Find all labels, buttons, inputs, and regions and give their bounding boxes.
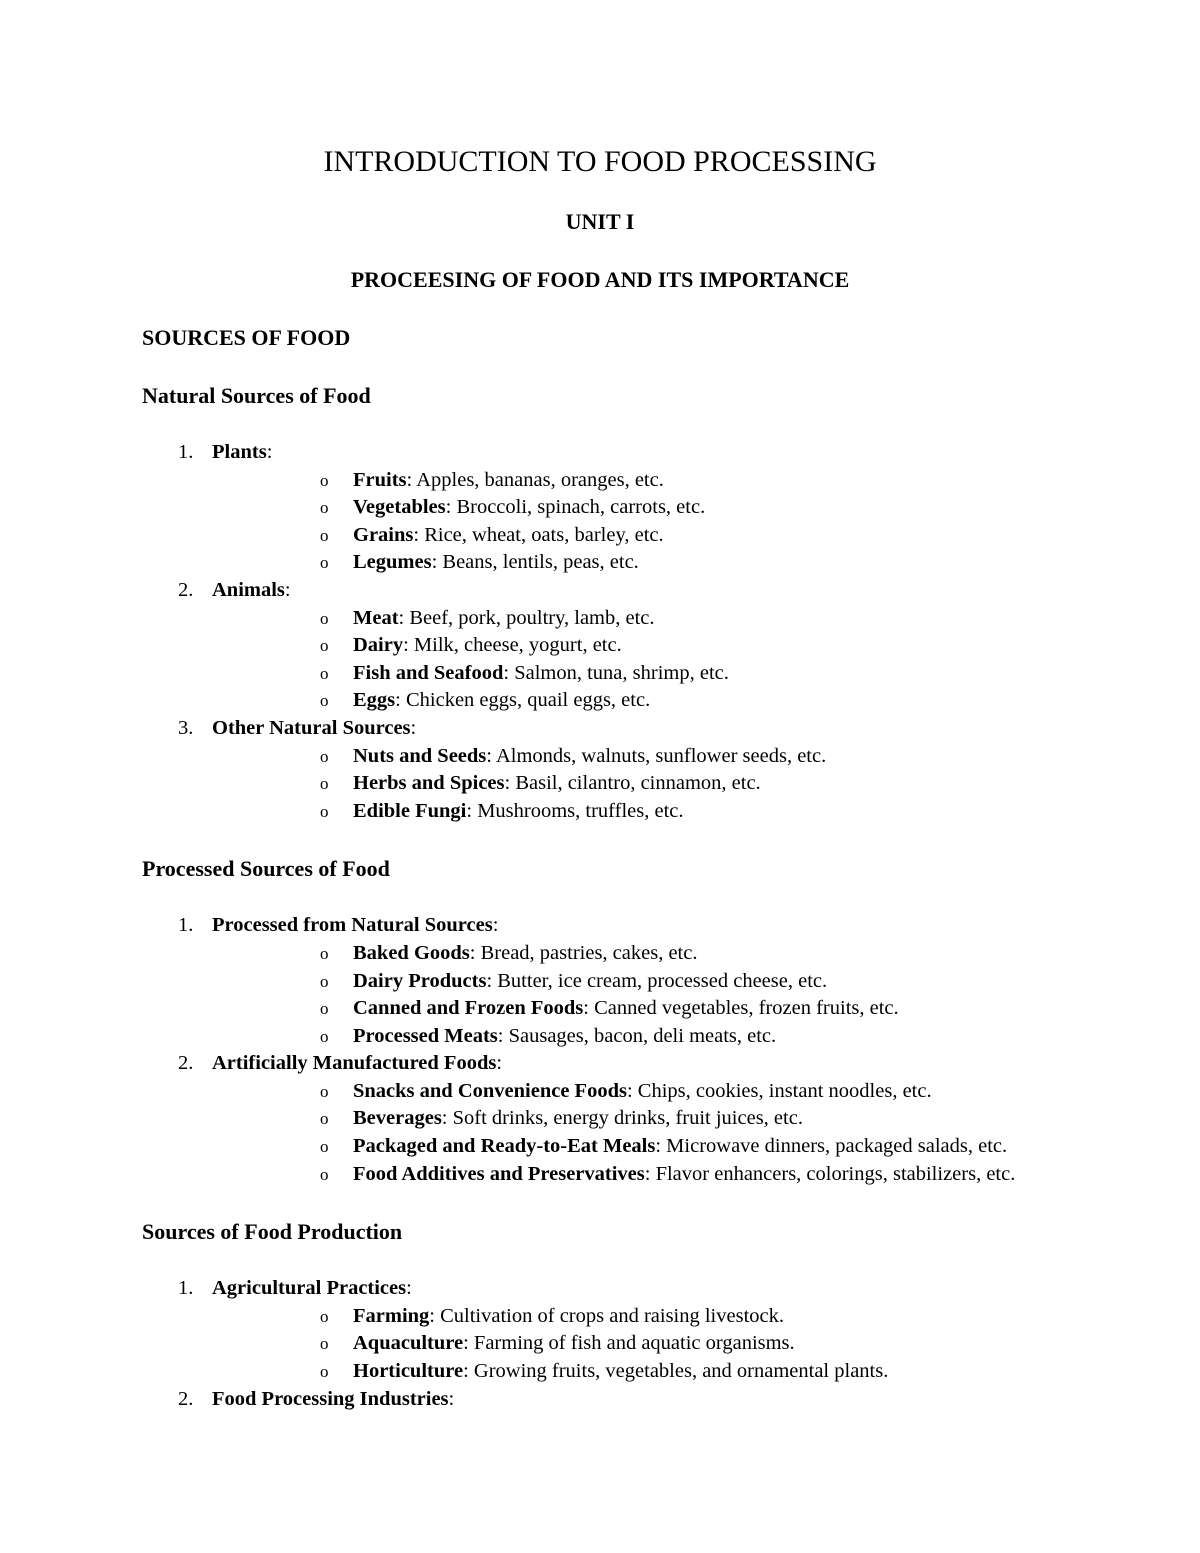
bullet-text: : Broccoli, spinach, carrots, etc.: [445, 496, 706, 519]
bullet-text: : Butter, ice cream, processed cheese, etc.: [486, 969, 828, 992]
bullet-term: Aquaculture: [353, 1332, 464, 1355]
section: [142, 1203, 1142, 1413]
bullet-icon: o: [320, 1334, 329, 1354]
item-colon: :: [266, 441, 273, 463]
bullet-icon: o: [320, 691, 329, 711]
item-label: Agricultural Practices: [212, 1277, 407, 1300]
bullet-item: [212, 660, 1142, 688]
bullet-text: : Beans, lentils, peas, etc.: [431, 551, 639, 574]
bullet-term: Baked Goods: [353, 941, 470, 964]
bullet-term: Processed Meats: [353, 1024, 498, 1047]
bullet-term: Grains: [353, 523, 414, 546]
item-colon: :: [496, 1052, 503, 1075]
sections-container: [142, 367, 1142, 1413]
bullet-item: [212, 1023, 1142, 1051]
bullet-item: [212, 687, 1142, 715]
numbered-list: [142, 425, 1142, 825]
item-number: 2.: [178, 1387, 194, 1410]
bullet-icon: o: [320, 801, 329, 821]
bullet-text: : Apples, bananas, oranges, etc.: [406, 468, 664, 491]
bullet-text: : Almonds, walnuts, sunflower seeds, etc.: [486, 744, 827, 767]
bullet-icon: o: [320, 498, 329, 518]
bullet-text: : Canned vegetables, frozen fruits, etc.: [583, 997, 899, 1020]
item-number: 2.: [178, 578, 194, 601]
bullet-item: [212, 549, 1142, 577]
bullet-text: : Growing fruits, vegetables, and ornamental plants.: [463, 1360, 889, 1383]
bullet-list: [212, 940, 1142, 1050]
item-label: Processed from Natural Sources: [212, 914, 493, 937]
bullet-item: [212, 1105, 1142, 1133]
list-item: [142, 1050, 1142, 1188]
bullet-icon: o: [320, 470, 329, 490]
bullet-list: [212, 743, 1142, 826]
bullet-item: [212, 798, 1142, 826]
bullet-term: Farming: [353, 1304, 430, 1327]
item-colon: :: [284, 578, 291, 601]
bullet-icon: o: [320, 1362, 329, 1382]
bullet-term: Dairy Products: [353, 969, 487, 992]
item-colon: :: [492, 914, 499, 937]
bullet-term: Vegetables: [353, 496, 446, 519]
bullet-item: [212, 1303, 1142, 1331]
bullet-text: : Basil, cilantro, cinnamon, etc.: [504, 772, 761, 795]
bullet-text: : Chicken eggs, quail eggs, etc.: [395, 689, 651, 712]
bullet-list: [212, 1078, 1142, 1188]
bullet-term: Beverages: [353, 1107, 442, 1130]
bullet-item: [212, 522, 1142, 550]
item-number: 1.: [178, 441, 194, 463]
bullet-icon: o: [320, 553, 329, 573]
bullet-text: : Farming of fish and aquatic organisms.: [463, 1332, 795, 1355]
document-title: INTRODUCTION TO FOOD PROCESSING: [323, 145, 877, 178]
list-item: [142, 912, 1142, 1050]
bullet-text: : Beef, pork, poultry, lamb, etc.: [398, 606, 655, 629]
bullet-text: : Sausages, bacon, deli meats, etc.: [497, 1024, 777, 1047]
bullet-list: [212, 605, 1142, 715]
bullet-item: [212, 1161, 1142, 1189]
bullet-list: [212, 467, 1142, 577]
item-colon: :: [410, 716, 417, 739]
bullet-item: [212, 968, 1142, 996]
bullet-term: Snacks and Convenience Foods: [353, 1079, 627, 1102]
bullet-text: : Mushrooms, truffles, etc.: [466, 799, 684, 822]
list-item: [142, 439, 1142, 577]
item-number: 1.: [178, 1277, 194, 1300]
bullet-term: Fish and Seafood: [353, 661, 504, 684]
bullet-icon: o: [320, 663, 329, 683]
bullet-term: Food Additives and Preservatives: [353, 1162, 645, 1185]
list-item: [142, 1275, 1142, 1385]
bullet-text: : Chips, cookies, instant noodles, etc.: [626, 1079, 932, 1102]
unit-label: UNIT I: [565, 209, 635, 234]
bullet-icon: o: [320, 1137, 329, 1157]
section: [142, 840, 1142, 1188]
bullet-item: [212, 1358, 1142, 1386]
bullet-icon: o: [320, 1164, 329, 1184]
bullet-item: [212, 632, 1142, 660]
section: [142, 367, 1142, 825]
item-number: 2.: [178, 1052, 194, 1075]
bullet-icon: o: [320, 999, 329, 1019]
bullet-item: [212, 940, 1142, 968]
bullet-icon: o: [320, 1026, 329, 1046]
bullet-term: Canned and Frozen Foods: [353, 997, 584, 1020]
bullet-icon: o: [320, 774, 329, 794]
list-item: [142, 715, 1142, 825]
bullet-text: : Flavor enhancers, colorings, stabilizers, etc.: [644, 1162, 1016, 1185]
bullet-icon: o: [320, 608, 329, 628]
bullet-icon: o: [320, 1081, 329, 1101]
section-heading: Processed Sources of Food: [142, 856, 390, 882]
bullet-item: [212, 1330, 1142, 1358]
bullet-item: [212, 605, 1142, 633]
bullet-item: [212, 467, 1142, 495]
bullet-term: Dairy: [353, 634, 404, 657]
bullet-term: Nuts and Seeds: [353, 744, 487, 767]
bullet-icon: o: [320, 1109, 329, 1129]
item-label: Animals: [212, 578, 285, 601]
bullet-item: [212, 1133, 1142, 1161]
bullet-icon: o: [320, 1306, 329, 1326]
list-item: [142, 577, 1142, 715]
item-label: Food Processing Industries: [212, 1387, 449, 1410]
bullet-term: Herbs and Spices: [353, 772, 505, 795]
bullet-term: Meat: [353, 606, 399, 629]
bullet-item: [212, 770, 1142, 798]
item-label: Other Natural Sources: [212, 716, 411, 739]
list-item: [142, 1386, 1142, 1414]
bullet-text: : Bread, pastries, cakes, etc.: [469, 941, 698, 964]
bullet-term: Eggs: [353, 689, 396, 712]
item-label: Artificially Manufactured Foods: [212, 1052, 497, 1075]
numbered-list: [142, 1261, 1142, 1413]
item-number: 3.: [178, 716, 194, 739]
bullet-icon: o: [320, 525, 329, 545]
bullet-text: : Rice, wheat, oats, barley, etc.: [413, 523, 664, 546]
bullet-term: Legumes: [353, 551, 432, 574]
bullet-text: : Microwave dinners, packaged salads, etc.: [655, 1135, 1008, 1158]
main-heading: SOURCES OF FOOD: [142, 325, 351, 350]
bullet-icon: o: [320, 971, 329, 991]
numbered-list: [142, 898, 1142, 1188]
bullet-term: Edible Fungi: [353, 799, 467, 822]
bullet-icon: o: [320, 636, 329, 656]
bullet-term: Horticulture: [353, 1360, 464, 1383]
bullet-item: [212, 1078, 1142, 1106]
item-colon: :: [406, 1277, 412, 1300]
bullet-text: : Cultivation of crops and raising livestock.: [429, 1304, 785, 1327]
item-label: Plants: [212, 441, 267, 463]
section-heading: Natural Sources of Food: [142, 383, 371, 408]
bullet-icon: o: [320, 943, 329, 963]
bullet-text: : Soft drinks, energy drinks, fruit juices, etc.: [441, 1107, 803, 1130]
document-subtitle: PROCEESING OF FOOD AND ITS IMPORTANCE: [350, 267, 850, 292]
bullet-item: [212, 743, 1142, 771]
bullet-text: : Salmon, tuna, shrimp, etc.: [503, 661, 729, 684]
bullet-term: Fruits: [353, 468, 407, 491]
bullet-text: : Milk, cheese, yogurt, etc.: [403, 634, 622, 657]
item-number: 1.: [178, 914, 194, 937]
bullet-list: [212, 1303, 1142, 1386]
section-heading: Sources of Food Production: [142, 1219, 403, 1245]
bullet-icon: o: [320, 746, 329, 766]
item-colon: :: [448, 1387, 455, 1410]
bullet-term: Packaged and Ready-to-Eat Meals: [353, 1135, 656, 1158]
bullet-item: [212, 995, 1142, 1023]
bullet-item: [212, 494, 1142, 522]
